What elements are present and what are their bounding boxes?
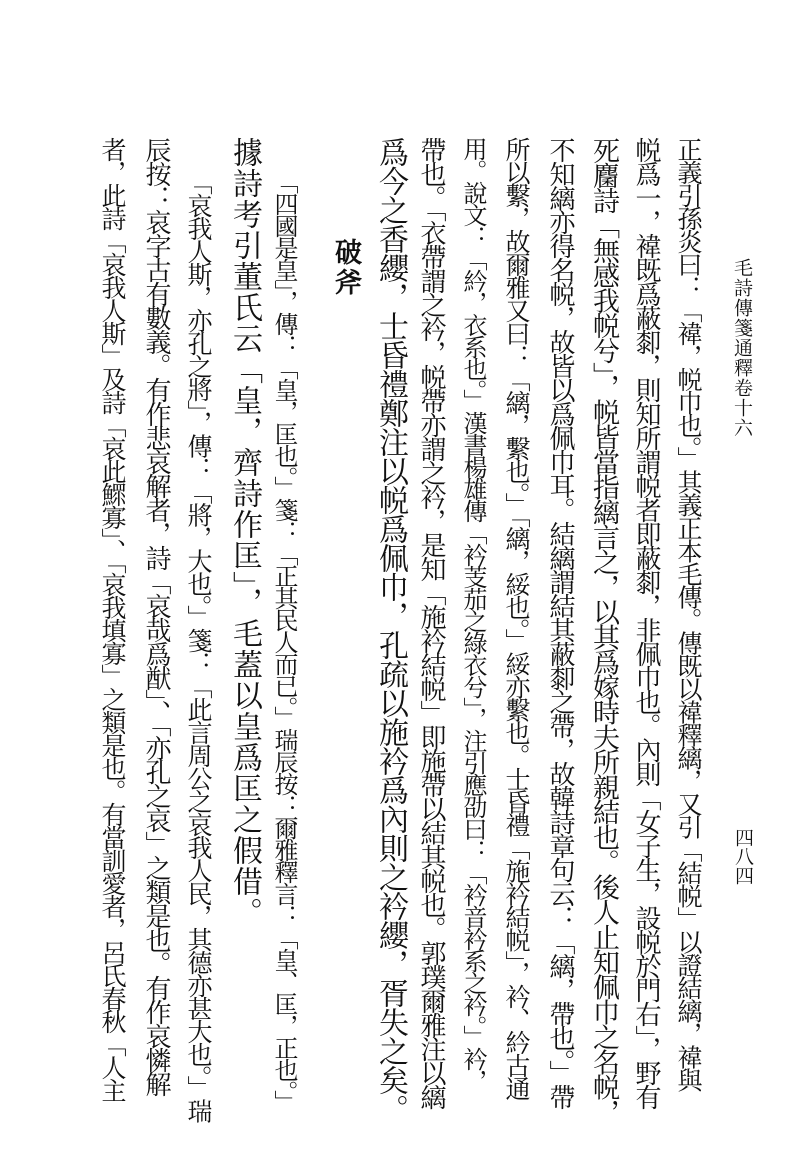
text-column-p2-2: 據詩考引董氏云「皇，齊詩作匡」，毛蓋以皇爲匡之假借。 xyxy=(227,137,262,928)
text-column-p1-8: 爲今之香纓，士昏禮鄭注以帨爲佩巾，孔疏以施衿爲內則之衿纓，胥失之矣。 xyxy=(373,137,408,1123)
text-column-p1-2: 帨爲一，褘既爲蔽厀，則知所謂帨者即蔽厀，非佩巾也。內則「女子生，設帨於門右」，野有 xyxy=(631,137,661,1108)
section-title: 破斧 xyxy=(330,238,361,298)
text-column-p1-6: 用。說文：「紟，衣系也。」漢書楊雄傳「衿芰茄之綠衣兮」，注引應劭曰：「衿音衿系之衿。」衿， xyxy=(459,137,487,1091)
page-number: 四八四 xyxy=(732,828,754,885)
text-column-p2-1: 「四國是皇」，傳：「皇，匡也。」箋：「正其民人而已。」瑞辰按：爾雅釋言：「皇、匡，正也。」 xyxy=(270,170,298,1112)
text-column-p1-7: 帶也。「衣帶謂之衿，帨帶亦謂之衿，是知「施衿結帨」即施帶以結其帨也。郭璞爾雅注以縭 xyxy=(416,137,446,1108)
text-column-p2-5: 者，此詩「哀我人斯」及詩「哀此鰥寡」、「哀我填寡」之類是也。有當訓愛者，呂氏春秋「人主 xyxy=(98,137,127,1101)
text-column-p1-5: 所以繫，故爾雅又曰：「縭，繫也。」「縭，綏也。」綏亦繫也。士昏禮「施衿結帨」，衿、紟古通 xyxy=(502,137,531,1099)
text-column-p1-3: 死麕詩「無感我帨兮」，帨皆當指縭言之，以其爲嫁時夫所親結也。後人止知佩巾之名帨， xyxy=(588,137,619,1124)
running-title: 毛詩傳箋通釋卷十六 xyxy=(731,258,753,438)
text-column-p2-3: 「哀我人斯，亦孔之將」，傳：「將，大也。」箋：「此言周公之哀我人民，其德亦甚大也。」瑞 xyxy=(184,170,213,1122)
text-column-p1-1: 正義引孫炎曰：「褘，帨巾也。」其義正本毛傳。傳既以褘釋縭，又引「結帨」以證結縭，褘與 xyxy=(674,137,703,1091)
text-column-p2-4: 辰按：哀字古有數義。有作悲哀解者，詩「哀哉爲猷」、「亦孔之哀」之類是也。有作哀憐解 xyxy=(141,137,171,1095)
text-column-p1-4: 不知縭亦得名帨，故皆以爲佩巾耳。結縭謂結其蔽厀之帶，故韓詩章句云：「縭，帶也。」帶 xyxy=(545,137,575,1108)
